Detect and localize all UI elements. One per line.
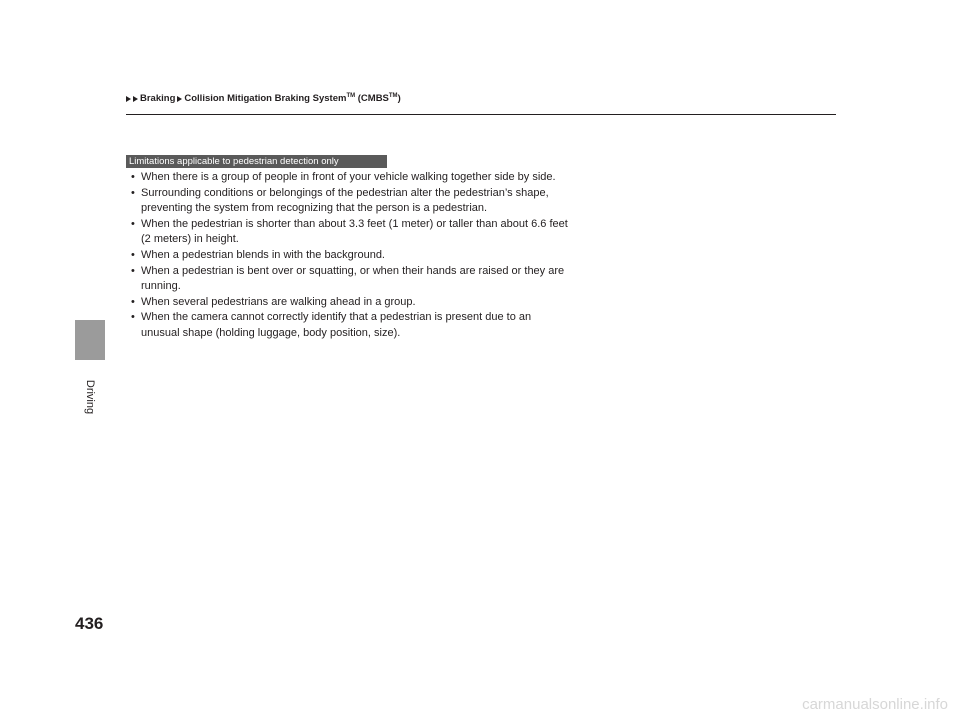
header-divider xyxy=(126,114,836,115)
bullet-icon: • xyxy=(131,186,135,199)
list-item: • When several pedestrians are walking ahead in a group. xyxy=(130,295,570,311)
list-item: • When a pedestrian blends in with the background. xyxy=(130,248,570,264)
page-number: 436 xyxy=(75,614,104,633)
breadcrumb-item-cmbs[interactable]: Collision Mitigation Braking System™ (CMBS™) xyxy=(184,92,401,104)
limitations-list xyxy=(130,170,570,342)
section-heading: Limitations applicable to pedestrian detection only xyxy=(126,155,387,168)
bullet-icon: • xyxy=(131,264,135,277)
bullet-icon: • xyxy=(131,248,135,261)
breadcrumb-arrow-icon xyxy=(133,96,138,102)
bullet-icon: • xyxy=(131,295,135,308)
bullet-icon: • xyxy=(131,217,135,230)
list-item: • Surrounding conditions or belongings of the pedestrian alter the pedestrian’s shape, preventing the system from recognizing that the person is a pedestrian. xyxy=(131,186,549,215)
list-item: • When the camera cannot correctly identify that a pedestrian is present due to an unusual shape (holding luggage, body position, size). xyxy=(131,311,532,339)
list-item: • When there is a group of people in front of your vehicle walking together side by side. xyxy=(130,170,570,186)
bullet-icon: • xyxy=(131,311,135,324)
bullet-icon: • xyxy=(131,171,135,183)
list-item: • When the pedestrian is shorter than about 3.3 feet (1 meter) or taller than about 6.6 feet (2 meters) in height. xyxy=(131,217,568,246)
breadcrumb-arrow-icon xyxy=(126,96,131,102)
breadcrumb xyxy=(126,93,401,104)
breadcrumb-arrow-icon xyxy=(177,96,182,102)
watermark: carmanualsonline.info xyxy=(802,696,948,713)
trademark-symbol: TM xyxy=(388,92,398,99)
chapter-tab-marker xyxy=(75,320,105,360)
trademark-symbol: TM xyxy=(346,92,356,99)
list-item: • When a pedestrian is bent over or squatting, or when their hands are raised or they are running. xyxy=(131,264,565,293)
chapter-label-text: Driving xyxy=(84,379,96,415)
chapter-label xyxy=(70,362,110,432)
breadcrumb-item-braking[interactable]: Braking xyxy=(140,93,176,104)
